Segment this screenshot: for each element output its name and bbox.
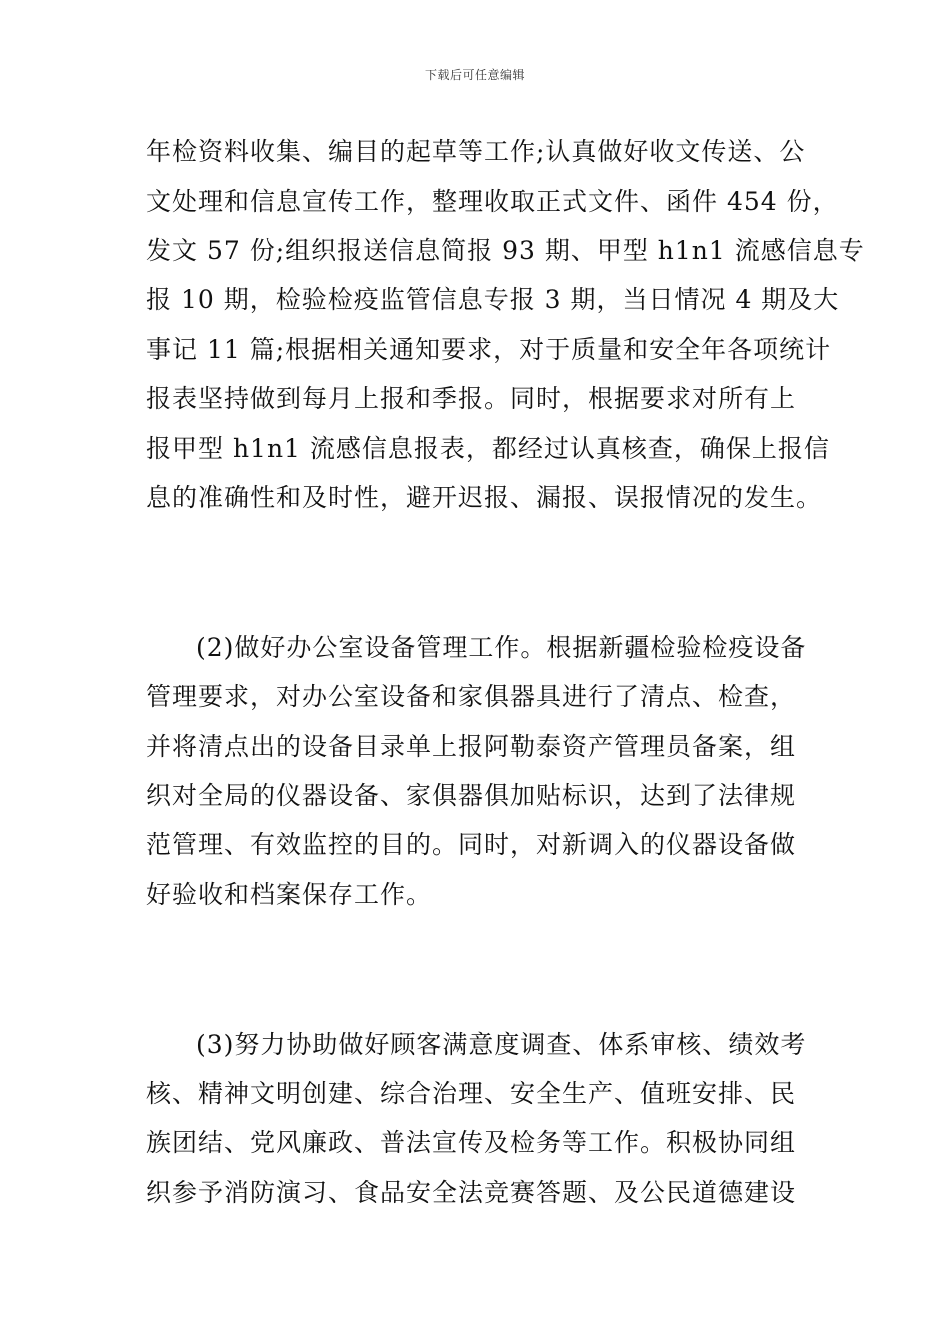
paragraph-line: 息的准确性和及时性，避开迟报、漏报、误报情况的发生。 — [146, 483, 823, 512]
paragraph-line: 报表坚持做到每月上报和季报。同时，根据要求对所有上 — [146, 384, 797, 413]
paragraph-line: 核、精神文明创建、综合治理、安全生产、值班安排、民 — [146, 1079, 797, 1108]
paragraph-line: 族团结、党风廉政、普法宣传及检务等工作。积极协同组 — [146, 1128, 797, 1157]
paragraph-line: 年检资料收集、编目的起草等工作;认真做好收文传送、公 — [146, 137, 806, 166]
paragraph-line: 报 10 期，检验检疫监管信息专报 3 期，当日情况 4 期及大 — [146, 285, 840, 314]
paragraph-line: 文处理和信息宣传工作，整理收取正式文件、函件 454 份， — [146, 187, 839, 216]
paragraph-line: 报甲型 h1n1 流感信息报表，都经过认真核查，确保上报信 — [146, 434, 830, 463]
paragraph-line: (2)做好办公室设备管理工作。根据新疆检验检疫设备 — [196, 633, 807, 662]
paragraph-line: (3)努力协助做好顾客满意度调查、体系审核、绩效考 — [196, 1030, 807, 1059]
paragraph-line: 织对全局的仪器设备、家俱器俱加贴标识，达到了法律规 — [146, 781, 797, 810]
paragraph-line: 织参予消防演习、食品安全法竞赛答题、及公民道德建设 — [146, 1178, 797, 1207]
paragraph-line: 事记 11 篇;根据相关通知要求，对于质量和安全年各项统计 — [146, 335, 832, 364]
paragraph-line: 并将清点出的设备目录单上报阿勒泰资产管理员备案，组 — [146, 732, 797, 761]
paragraph-line: 范管理、有效监控的目的。同时，对新调入的仪器设备做 — [146, 830, 797, 859]
paragraph-line: 发文 57 份;组织报送信息简报 93 期、甲型 h1n1 流感信息专 — [146, 236, 865, 265]
page-header: 下载后可任意编辑 — [424, 68, 525, 82]
paragraph-line: 管理要求，对办公室设备和家俱器具进行了清点、检查， — [146, 682, 797, 711]
paragraph-line: 好验收和档案保存工作。 — [146, 880, 433, 909]
